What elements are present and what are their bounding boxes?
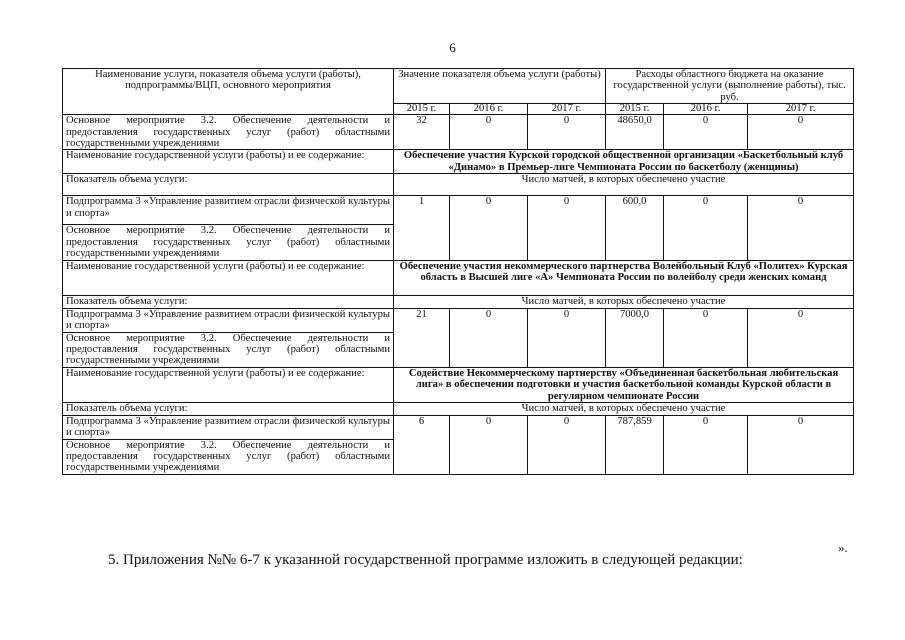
subprogram-row — [63, 415, 854, 439]
service-row — [63, 367, 854, 402]
value-cell: 0 — [664, 115, 748, 150]
value-cell: 0 — [450, 415, 528, 474]
header-volume-column: Значение показателя объема услуги (работы) — [394, 69, 606, 104]
value-cell: 787,859 — [606, 415, 664, 474]
value-cell: 0 — [664, 196, 748, 260]
service-row — [63, 260, 854, 295]
closing-quote: ». — [838, 540, 848, 555]
service-row — [63, 150, 854, 174]
service-description: Содействие Некоммерческому партнерству «Объединенная баскетбольная любительская лига» в обеспечении подготовки и участия баскетбольной команды Курской области в регулярном чемпионате России — [394, 367, 854, 402]
service-label: Наименование государственной услуги (работы) и ее содержание: — [63, 150, 394, 174]
header-row — [63, 69, 854, 104]
value-cell: 32 — [394, 115, 450, 150]
indicator-row — [63, 295, 854, 308]
activity-name: Основное мероприятие 3.2. Обеспечение деятельности и предоставления государственных услуг (работ) областными государственными учреждениями — [63, 115, 394, 150]
year-header: 2017 г. — [528, 104, 606, 115]
value-cell: 0 — [748, 308, 854, 367]
value-cell: 600,0 — [606, 196, 664, 260]
header-budget-column: Расходы областного бюджета на оказание государственной услуги (выполнение работы), тыс. руб. — [606, 69, 854, 104]
value-cell: 0 — [450, 115, 528, 150]
subprogram-row — [63, 196, 854, 225]
indicator-row — [63, 403, 854, 415]
value-cell: 0 — [450, 196, 528, 260]
value-cell: 0 — [450, 308, 528, 367]
service-description: Обеспечение участия Курской городской общественной организации «Баскетбольный клуб «Динамо» в Премьер-лиге Чемпионата России по баскетболу (женщины) — [394, 150, 854, 174]
header-name-column: Наименование услуги, показателя объема услуги (работы), подпрограммы/ВЦП, основного мероприятия — [63, 69, 394, 115]
footer-paragraph: 5. Приложения №№ 6-7 к указанной государственной программе изложить в следующей редакции: — [108, 552, 743, 568]
value-cell: 6 — [394, 415, 450, 474]
service-label: Наименование государственной услуги (работы) и ее содержание: — [63, 260, 394, 295]
service-label: Наименование государственной услуги (работы) и ее содержание: — [63, 367, 394, 402]
indicator-label: Показатель объема услуги: — [63, 174, 394, 196]
value-cell: 21 — [394, 308, 450, 367]
value-cell: 0 — [664, 415, 748, 474]
year-header: 2015 г. — [394, 104, 450, 115]
main-activity-name: Основное мероприятие 3.2. Обеспечение деятельности и предоставления государственных услуг (работ) областными государственными учреждениями — [63, 225, 394, 260]
service-description: Обеспечение участия некоммерческого партнерства Волейбольный Клуб «Политех» Курская область в Высшей лиге «А» Чемпионата России по волейболу среди женских команд — [394, 260, 854, 295]
main-activity-name: Основное мероприятие 3.2. Обеспечение деятельности и предоставления государственных услуг (работ) областными государственными учреждениями — [63, 439, 394, 474]
value-cell: 0 — [528, 115, 606, 150]
value-cell: 0 — [748, 196, 854, 260]
year-header: 2015 г. — [606, 104, 664, 115]
year-header: 2016 г. — [664, 104, 748, 115]
indicator-text: Число матчей, в которых обеспечено участие — [394, 174, 854, 196]
subprogram-name: Подпрограмма 3 «Управление развитием отрасли физической культуры и спорта» — [63, 196, 394, 225]
services-table — [62, 68, 854, 475]
value-cell: 48650,0 — [606, 115, 664, 150]
subprogram-row — [63, 308, 854, 332]
value-cell: 0 — [528, 415, 606, 474]
value-cell: 0 — [664, 308, 748, 367]
value-cell: 1 — [394, 196, 450, 260]
value-cell: 0 — [528, 308, 606, 367]
subprogram-name: Подпрограмма 3 «Управление развитием отрасли физической культуры и спорта» — [63, 415, 394, 439]
subprogram-name: Подпрограмма 3 «Управление развитием отрасли физической культуры и спорта» — [63, 308, 394, 332]
year-header: 2016 г. — [450, 104, 528, 115]
indicator-text: Число матчей, в которых обеспечено участие — [394, 403, 854, 415]
value-cell: 7000,0 — [606, 308, 664, 367]
main-activity-name: Основное мероприятие 3.2. Обеспечение деятельности и предоставления государственных услуг (работ) областными государственными учреждениями — [63, 332, 394, 367]
indicator-row — [63, 174, 854, 196]
value-cell: 0 — [748, 415, 854, 474]
first-activity-row — [63, 115, 854, 150]
value-cell: 0 — [528, 196, 606, 260]
indicator-text: Число матчей, в которых обеспечено участие — [394, 295, 854, 308]
indicator-label: Показатель объема услуги: — [63, 295, 394, 308]
value-cell: 0 — [748, 115, 854, 150]
year-header: 2017 г. — [748, 104, 854, 115]
indicator-label: Показатель объема услуги: — [63, 403, 394, 415]
page-number: 6 — [449, 40, 456, 55]
